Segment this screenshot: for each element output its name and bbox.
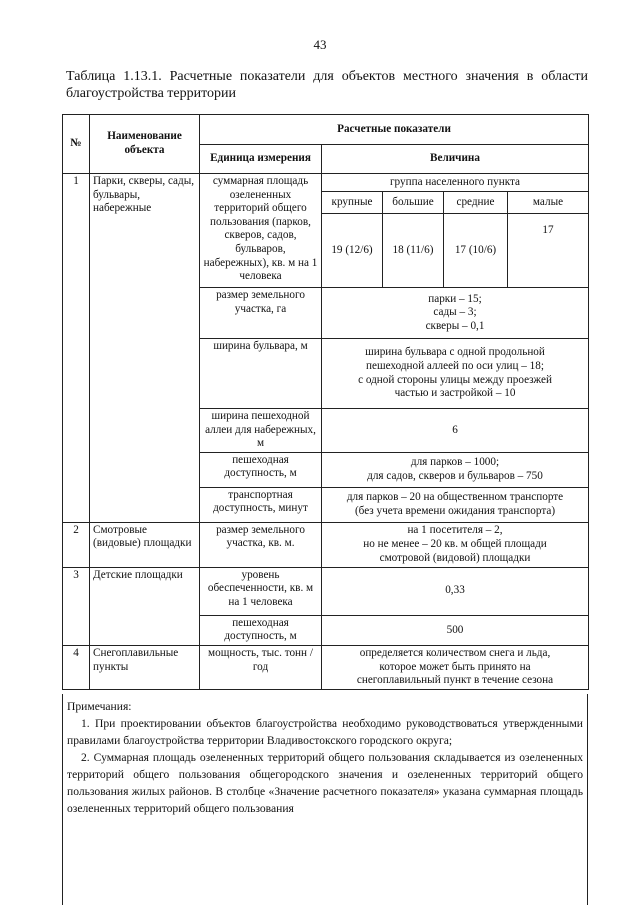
row-2-object-name: Смотровые (видовые) площадки (90, 522, 200, 567)
group-large: крупные (322, 192, 383, 214)
plot-line: сады – 3; (433, 306, 477, 319)
row-1-boulevard-value (322, 339, 589, 409)
table-caption: Таблица 1.13.1. Расчетные показатели для объектов местного значения в области благоустройства территории (66, 69, 588, 101)
snow-line: определяется количеством снега и льда, (359, 647, 551, 660)
header-unit: Единица измерения (200, 145, 322, 174)
row-1-walk-unit: пешеходная доступность, м (200, 452, 322, 487)
header-indicators: Расчетные показатели (200, 115, 589, 145)
notes-section (62, 694, 588, 905)
viewpoint-line: смотровой (видовой) площадки (379, 551, 531, 564)
row-3-number: 3 (63, 567, 90, 645)
group-small: малые (508, 192, 589, 214)
row-4-unit: мощность, тыс. тонн / год (200, 645, 322, 689)
row-1-transport-value (322, 487, 589, 522)
row-3-walk-value: 500 (322, 615, 589, 645)
row-4-value (322, 645, 589, 689)
row-1-transport-unit: транспортная доступность, минут (200, 487, 322, 522)
row-1-embankment-value: 6 (322, 409, 589, 453)
snow-line: которое может быть принято на (379, 660, 531, 673)
walk-line: для парков – 1000; (410, 456, 500, 469)
row-1-object-name: Парки, скверы, сады, бульвары, набережные (90, 174, 200, 523)
snow-line: снегоплавильный пункт в течение сезона (356, 674, 554, 687)
row-3-object-name: Детские площадки (90, 567, 200, 645)
transport-line: для парков – 20 на общественном транспорте (346, 491, 564, 504)
row-2-unit: размер земельного участка, кв. м. (200, 522, 322, 567)
boulevard-line: ширина бульвара с одной продольной (365, 346, 545, 359)
indicators-table-wrapper (62, 114, 588, 690)
transport-line: (без учета времени ожидания транспорта) (354, 504, 556, 517)
page-number: 43 (313, 37, 327, 52)
boulevard-line: с одной стороны улицы между проезжей (358, 373, 552, 386)
row-2-value (322, 522, 589, 567)
row-1-walk-value (322, 452, 589, 487)
row-3-walk-unit: пешеходная доступность, м (200, 615, 322, 645)
row-4-number: 4 (63, 645, 90, 689)
row-1-plot-unit: размер земельного участка, га (200, 288, 322, 339)
note-item: 2. Суммарная площадь озелененных территорий общего пользования складывается из озелененных территорий общего пользования общегородского значения и озелененных территорий общего пользования жилых районов. В столбце «Значение расчетного показателя» указана суммарная площадь озелененных территорий общего пользования (67, 751, 583, 815)
area-value-big: 18 (11/6) (383, 214, 444, 288)
row-1-embankment-unit: ширина пешеходной аллеи для набережных, м (200, 409, 322, 453)
row-1-area-unit: суммарная площадь озелененных территорий общего пользования (парков, скверов, садов, бульваров, набережных), кв. м на 1 человека (200, 174, 322, 288)
area-value-medium: 17 (10/6) (444, 214, 508, 288)
settlement-group-label: группа населенного пункта (322, 174, 589, 192)
group-medium: средние (444, 192, 508, 214)
row-3-supply-value: 0,33 (322, 567, 589, 615)
header-num: № (63, 115, 90, 174)
area-value-large: 19 (12/6) (322, 214, 383, 288)
boulevard-line: частью и застройкой – 10 (394, 387, 516, 400)
plot-line: парки – 15; (428, 292, 482, 305)
row-3-supply-unit: уровень обеспеченности, кв. м на 1 человека (200, 567, 322, 615)
area-value-small: 17 (508, 214, 589, 288)
note-item: 1. При проектировании объектов благоустройства необходимо руководствоваться утвержденными правилами благоустройства территории Владивостокского городского округа; (67, 717, 583, 747)
viewpoint-line: на 1 посетителя – 2, (407, 524, 503, 537)
header-object-name: Наименование объекта (90, 115, 200, 174)
row-1-plot-value (322, 288, 589, 339)
plot-line: скверы – 0,1 (425, 319, 485, 332)
notes-heading: Примечания: (67, 700, 132, 713)
row-4-object-name: Снегоплавильные пункты (90, 645, 200, 689)
row-1-number: 1 (63, 174, 90, 523)
indicators-table (62, 114, 589, 690)
row-1-boulevard-unit: ширина бульвара, м (200, 339, 322, 409)
walk-line: для садов, скверов и бульваров – 750 (367, 469, 543, 482)
row-2-number: 2 (63, 522, 90, 567)
group-big: большие (383, 192, 444, 214)
header-value: Величина (322, 145, 589, 174)
viewpoint-line: но не менее – 20 кв. м общей площади (363, 537, 547, 550)
boulevard-line: пешеходной аллеей по оси улиц – 18; (366, 359, 544, 372)
